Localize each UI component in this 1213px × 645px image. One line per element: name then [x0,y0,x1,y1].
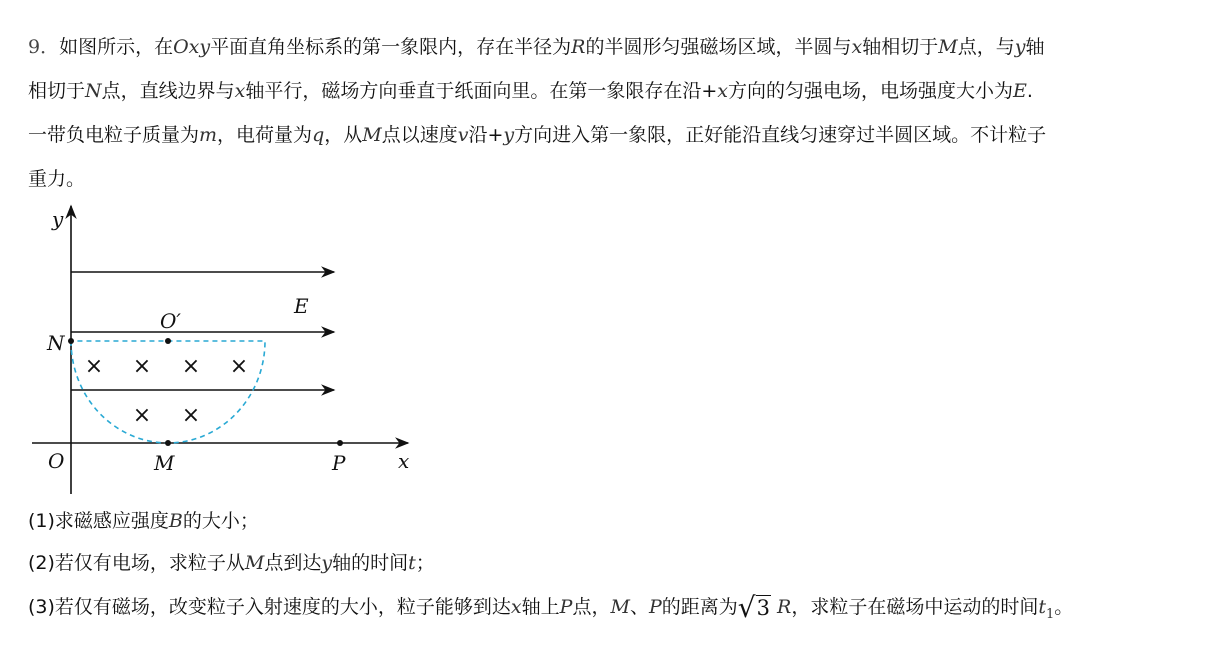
point-n-dot [68,338,74,344]
text-run: 点，直线边界与 [101,80,235,102]
question-text [28,25,1188,201]
question-line-4 [28,157,1188,201]
text-run: 点， [572,596,611,618]
field-cross: × [132,403,152,428]
text-run: 轴的时间 [332,552,409,574]
physics-figure [28,198,418,498]
subquestion-2 [28,550,435,576]
math-symbol: R [770,596,792,618]
math-symbol: E [1013,80,1027,102]
text-run: 轴上 [521,596,560,618]
question-line-1 [28,25,1188,69]
math-symbol: M [938,36,958,58]
math-symbol: x [510,596,522,618]
text-run: 一带负电粒子质量为 [28,124,200,146]
text-run: ； [415,552,435,574]
math-symbol: $t_1$ [1038,596,1055,622]
question-line-2 [28,69,1188,113]
math-symbol: B [168,510,183,532]
text-run: 的距离为 [661,596,738,618]
origin-label: O [48,449,65,473]
math-symbol: M [244,552,265,574]
text-run: ，求粒子在磁场中运动的时间 [791,596,1039,618]
text-run: ，电荷量为 [217,124,313,146]
text-run: 的大小； [182,510,259,532]
text-run: 平面直角坐标系的第一象限内，存在半径为 [210,36,572,58]
text-run: 。 [1054,596,1074,618]
math-symbol: M [362,124,382,146]
math-symbol: y [321,552,333,574]
point-m-label: M [154,451,175,475]
text-run: 点到达 [264,552,322,574]
math-symbol: y [503,124,515,146]
text-run: 轴平行，磁场方向垂直于纸面向里。在第一象限存在沿+ [245,80,718,102]
math-symbol: P [648,596,662,618]
field-cross: × [181,403,201,428]
question-line-3 [28,113,1188,157]
text-run: 相切于 [28,80,86,102]
text-run: 轴 [1025,36,1045,58]
text-run: . [1026,80,1033,102]
text-run: ，从 [324,124,363,146]
y-axis-label: y [52,207,64,231]
point-p-label: P [332,451,346,475]
text-run: 如图所示，在 [59,36,174,58]
text-run: 、 [629,596,649,618]
subquestion-3 [28,591,1074,628]
math-symbol: t [408,552,416,574]
center-label: O′ [160,309,181,333]
field-cross: × [132,354,152,379]
text-run: 方向进入第一象限，正好能沿直线匀速穿过半圆区域。不计粒子 [514,124,1047,146]
math-symbol: m [199,124,218,146]
point-p-dot [337,440,343,446]
field-cross: × [84,354,104,379]
subquestion-1 [28,508,259,534]
math-symbol: N [85,80,102,102]
math-symbol: Oxy [173,36,211,58]
text-run: 的半圆形匀强磁场区域，半圆与 [585,36,852,58]
point-n-label: N [47,331,65,355]
text-run: 点以速度 [381,124,458,146]
text-run: 重力。 [28,168,86,190]
text-run: 轴相切于 [862,36,939,58]
math-symbol: y [1014,36,1026,58]
text-run: 沿+ [468,124,504,146]
math-symbol: v [457,124,469,146]
question-number: 9． [28,36,60,58]
field-cross: × [181,354,201,379]
text-run: 方向的匀强电场，电场强度大小为 [728,80,1014,102]
field-label: E [294,294,309,318]
math-symbol: x [717,80,729,102]
text-run: 点，与 [957,36,1015,58]
math-symbol: R [571,36,586,58]
math-symbol: q [312,124,325,146]
x-axis-label: x [398,449,410,473]
point-m-dot [165,440,171,446]
field-cross: × [229,354,249,379]
math-symbol: P [559,596,573,618]
sqrt-expression: √3 [737,591,770,624]
center-dot [165,338,171,344]
text-run: (3)若仅有磁场，改变粒子入射速度的大小，粒子能够到达 [28,596,511,618]
text-run: (1)求磁感应强度 [28,510,169,532]
math-symbol: M [610,596,630,618]
math-symbol: x [851,36,863,58]
text-run: (2)若仅有电场，求粒子从 [28,552,245,574]
math-symbol: x [234,80,246,102]
